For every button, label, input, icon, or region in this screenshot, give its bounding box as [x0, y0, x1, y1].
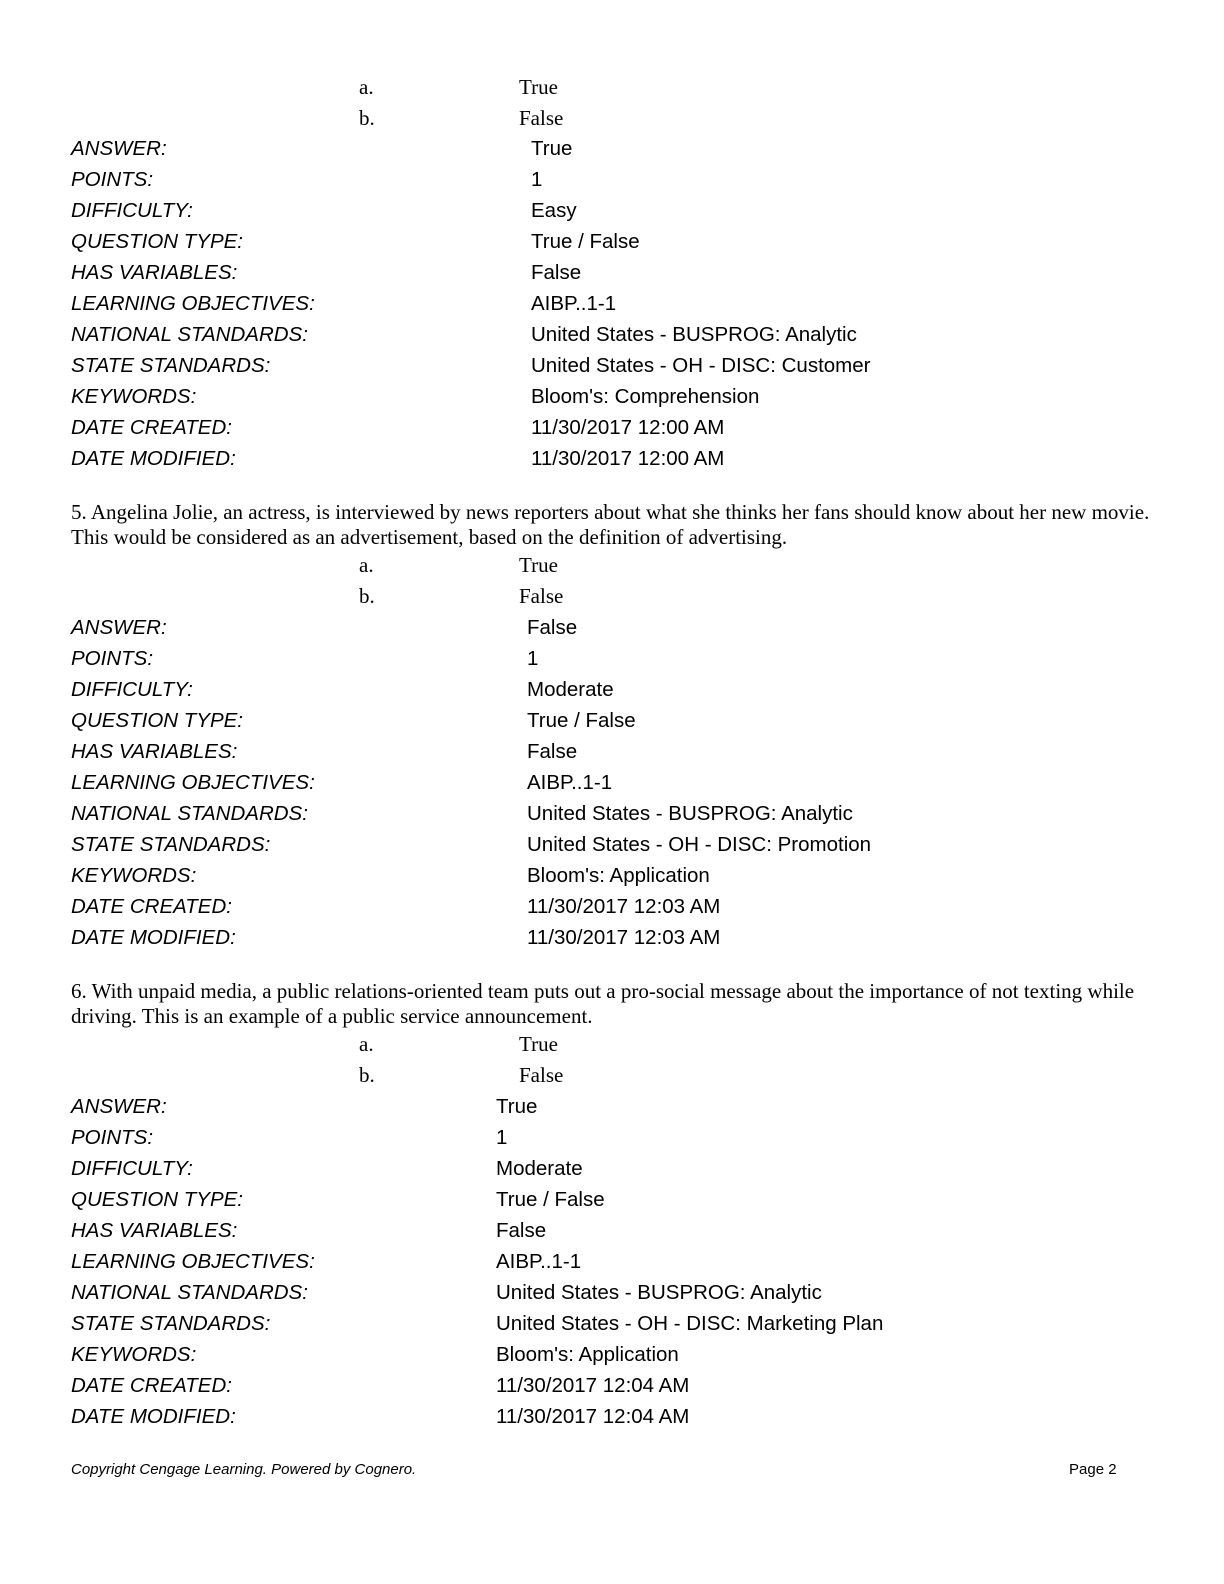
- meta-national-standards: [0, 319, 1224, 350]
- meta-value: 11/30/2017 12:03 AM: [527, 926, 721, 949]
- meta-label: DATE MODIFIED:: [71, 1405, 236, 1428]
- meta-value: 11/30/2017 12:00 AM: [531, 416, 725, 439]
- meta-value: AIBP..1-1: [527, 771, 613, 794]
- meta-label: DIFFICULTY:: [71, 678, 193, 701]
- meta-label: KEYWORDS:: [71, 385, 197, 408]
- meta-has-variables: [0, 736, 1224, 767]
- meta-value: Moderate: [496, 1157, 583, 1180]
- question-text: 6. With unpaid media, a public relations-oriented team puts out a pro-social message about the importance of not texting while driving. This is an example of a public service announcement.: [71, 979, 1135, 1028]
- option-letter: b.: [359, 1063, 375, 1087]
- meta-difficulty: [0, 674, 1224, 705]
- meta-value: Moderate: [527, 678, 614, 701]
- meta-label: ANSWER:: [71, 616, 167, 639]
- meta-label: DATE CREATED:: [71, 1374, 232, 1397]
- meta-date-created: [0, 412, 1224, 443]
- option-letter: b.: [359, 584, 375, 608]
- meta-value: 11/30/2017 12:03 AM: [527, 895, 721, 918]
- meta-label: STATE STANDARDS:: [71, 354, 271, 377]
- option-text: True: [519, 75, 558, 99]
- meta-value: United States - OH - DISC: Customer: [531, 354, 871, 377]
- meta-value: False: [496, 1219, 547, 1242]
- meta-value: True / False: [531, 230, 640, 253]
- meta-label: STATE STANDARDS:: [71, 833, 271, 856]
- meta-value: False: [531, 261, 582, 284]
- meta-label: QUESTION TYPE:: [71, 230, 243, 253]
- meta-value: Bloom's: Comprehension: [531, 385, 760, 408]
- meta-value: United States - OH - DISC: Promotion: [527, 833, 872, 856]
- meta-label: LEARNING OBJECTIVES:: [71, 1250, 315, 1273]
- meta-value: 1: [527, 647, 539, 670]
- meta-value: True: [531, 137, 573, 160]
- meta-label: ANSWER:: [71, 137, 167, 160]
- question-text: 5. Angelina Jolie, an actress, is interviewed by news reporters about what she thinks her fans should know about her new movie. This would be considered as an advertisement, based on the definition of advertising.: [71, 500, 1150, 549]
- meta-label: NATIONAL STANDARDS:: [71, 323, 308, 346]
- meta-learning-objectives: [0, 767, 1224, 798]
- meta-label: QUESTION TYPE:: [71, 1188, 243, 1211]
- footer-copyright: Copyright Cengage Learning. Powered by Cognero.: [71, 1461, 417, 1478]
- meta-state-standards: [0, 1308, 1224, 1339]
- meta-label: LEARNING OBJECTIVES:: [71, 292, 315, 315]
- meta-value: True / False: [527, 709, 636, 732]
- meta-value: 11/30/2017 12:04 AM: [496, 1374, 690, 1397]
- meta-points: [0, 164, 1224, 195]
- meta-keywords: [0, 860, 1224, 891]
- meta-value: 11/30/2017 12:04 AM: [496, 1405, 690, 1428]
- meta-has-variables: [0, 257, 1224, 288]
- meta-keywords: [0, 1339, 1224, 1370]
- option-text: True: [519, 553, 558, 577]
- option-letter: a.: [359, 1032, 374, 1056]
- meta-label: DATE CREATED:: [71, 895, 232, 918]
- meta-label: DATE MODIFIED:: [71, 926, 236, 949]
- meta-value: AIBP..1-1: [531, 292, 617, 315]
- meta-learning-objectives: [0, 1246, 1224, 1277]
- meta-value: True / False: [496, 1188, 605, 1211]
- meta-label: POINTS:: [71, 168, 154, 191]
- meta-difficulty: [0, 195, 1224, 226]
- meta-value: 11/30/2017 12:00 AM: [531, 447, 725, 470]
- meta-answer: [0, 133, 1224, 164]
- meta-learning-objectives: [0, 288, 1224, 319]
- option-letter: a.: [359, 75, 374, 99]
- meta-question-type: [0, 705, 1224, 736]
- meta-label: DATE CREATED:: [71, 416, 232, 439]
- meta-value: True: [496, 1095, 538, 1118]
- meta-label: HAS VARIABLES:: [71, 261, 238, 284]
- meta-label: NATIONAL STANDARDS:: [71, 802, 308, 825]
- meta-value: Bloom's: Application: [527, 864, 710, 887]
- meta-national-standards: [0, 1277, 1224, 1308]
- meta-label: DATE MODIFIED:: [71, 447, 236, 470]
- meta-value: AIBP..1-1: [496, 1250, 582, 1273]
- meta-label: POINTS:: [71, 647, 154, 670]
- option-text: False: [519, 584, 564, 608]
- option-text: False: [519, 106, 564, 130]
- meta-answer: [0, 1091, 1224, 1122]
- meta-value: False: [527, 740, 578, 763]
- meta-has-variables: [0, 1215, 1224, 1246]
- meta-value: 1: [496, 1126, 508, 1149]
- option-letter: a.: [359, 553, 374, 577]
- meta-label: ANSWER:: [71, 1095, 167, 1118]
- footer-page-number: Page 2: [1069, 1461, 1117, 1478]
- meta-value: United States - OH - DISC: Marketing Plan: [496, 1312, 884, 1335]
- meta-label: LEARNING OBJECTIVES:: [71, 771, 315, 794]
- meta-label: QUESTION TYPE:: [71, 709, 243, 732]
- meta-label: KEYWORDS:: [71, 864, 197, 887]
- meta-points: [0, 1122, 1224, 1153]
- meta-question-type: [0, 226, 1224, 257]
- meta-label: DIFFICULTY:: [71, 1157, 193, 1180]
- option-text: False: [519, 1063, 564, 1087]
- meta-value: United States - BUSPROG: Analytic: [496, 1281, 822, 1304]
- meta-date-modified: [0, 443, 1224, 474]
- meta-label: HAS VARIABLES:: [71, 1219, 238, 1242]
- meta-points: [0, 643, 1224, 674]
- meta-difficulty: [0, 1153, 1224, 1184]
- option-letter: b.: [359, 106, 375, 130]
- option-text: True: [519, 1032, 558, 1056]
- meta-date-created: [0, 1370, 1224, 1401]
- meta-date-modified: [0, 1401, 1224, 1432]
- meta-date-created: [0, 891, 1224, 922]
- meta-label: KEYWORDS:: [71, 1343, 197, 1366]
- meta-answer: [0, 612, 1224, 643]
- meta-label: HAS VARIABLES:: [71, 740, 238, 763]
- meta-value: False: [527, 616, 578, 639]
- meta-label: NATIONAL STANDARDS:: [71, 1281, 308, 1304]
- meta-state-standards: [0, 350, 1224, 381]
- meta-keywords: [0, 381, 1224, 412]
- meta-question-type: [0, 1184, 1224, 1215]
- meta-state-standards: [0, 829, 1224, 860]
- meta-value: Bloom's: Application: [496, 1343, 679, 1366]
- meta-value: United States - BUSPROG: Analytic: [527, 802, 853, 825]
- meta-label: POINTS:: [71, 1126, 154, 1149]
- meta-value: Easy: [531, 199, 577, 222]
- meta-value: United States - BUSPROG: Analytic: [531, 323, 857, 346]
- meta-label: STATE STANDARDS:: [71, 1312, 271, 1335]
- meta-label: DIFFICULTY:: [71, 199, 193, 222]
- meta-value: 1: [531, 168, 543, 191]
- meta-national-standards: [0, 798, 1224, 829]
- meta-date-modified: [0, 922, 1224, 953]
